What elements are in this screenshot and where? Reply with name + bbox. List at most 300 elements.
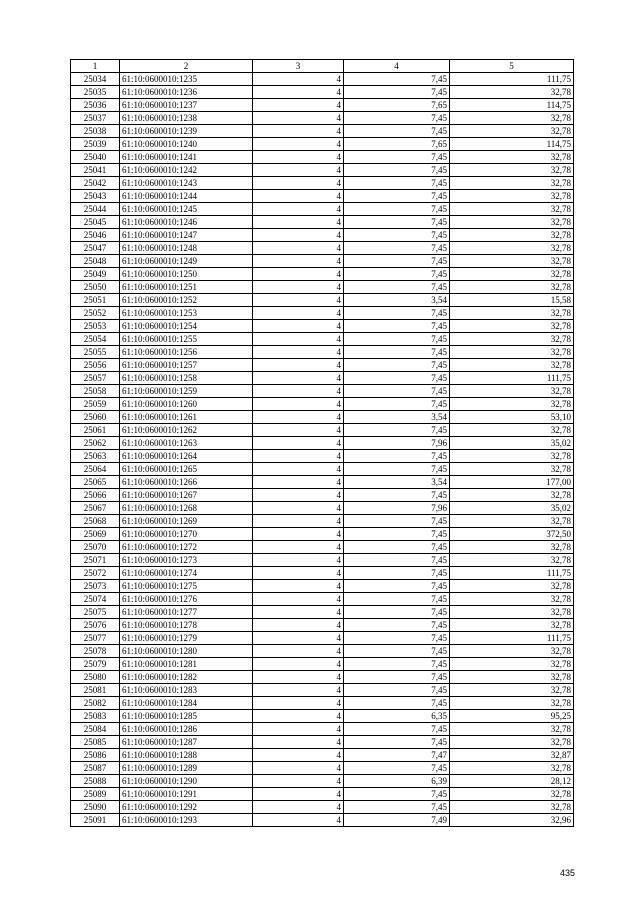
- table-row: [71, 437, 574, 450]
- table-row: [71, 320, 574, 333]
- cell-col-3: 4: [253, 541, 344, 554]
- table-row: [71, 554, 574, 567]
- cell-cadastral-number: 61:10:0600010:1236: [120, 86, 253, 99]
- table-row: [71, 411, 574, 424]
- cell-cadastral-number: 61:10:0600010:1273: [120, 554, 253, 567]
- cell-col-5: 32,78: [450, 580, 574, 593]
- cell-col-4: 7,45: [344, 567, 450, 580]
- cell-cadastral-number: 61:10:0600010:1262: [120, 424, 253, 437]
- cell-cadastral-number: 61:10:0600010:1263: [120, 437, 253, 450]
- table-row: [71, 450, 574, 463]
- cell-col-3: 4: [253, 216, 344, 229]
- table-row: [71, 229, 574, 242]
- cell-col-4: 7,45: [344, 320, 450, 333]
- table-row: [71, 307, 574, 320]
- cell-col-5: 32,78: [450, 359, 574, 372]
- cell-col-3: 4: [253, 320, 344, 333]
- table-row: [71, 541, 574, 554]
- cell-col-4: 7,96: [344, 502, 450, 515]
- cell-col-3: 4: [253, 684, 344, 697]
- cell-cadastral-number: 61:10:0600010:1259: [120, 385, 253, 398]
- cell-row-number: 25048: [71, 255, 120, 268]
- cell-row-number: 25053: [71, 320, 120, 333]
- cell-col-3: 4: [253, 775, 344, 788]
- cell-col-3: 4: [253, 749, 344, 762]
- cell-col-4: 7,45: [344, 658, 450, 671]
- cell-row-number: 25057: [71, 372, 120, 385]
- cell-row-number: 25070: [71, 541, 120, 554]
- cell-col-3: 4: [253, 671, 344, 684]
- cell-row-number: 25062: [71, 437, 120, 450]
- cell-col-4: 7,45: [344, 346, 450, 359]
- cell-col-4: 7,45: [344, 450, 450, 463]
- cell-col-3: 4: [253, 411, 344, 424]
- cell-col-3: 4: [253, 346, 344, 359]
- cell-cadastral-number: 61:10:0600010:1276: [120, 593, 253, 606]
- cell-col-3: 4: [253, 489, 344, 502]
- cell-col-5: 32,78: [450, 619, 574, 632]
- cell-col-5: 32,78: [450, 684, 574, 697]
- cell-col-4: 7,65: [344, 99, 450, 112]
- table-row: [71, 398, 574, 411]
- cell-row-number: 25039: [71, 138, 120, 151]
- cell-row-number: 25050: [71, 281, 120, 294]
- cell-col-3: 4: [253, 463, 344, 476]
- cell-row-number: 25052: [71, 307, 120, 320]
- cell-col-5: 32,78: [450, 463, 574, 476]
- cell-col-5: 32,78: [450, 762, 574, 775]
- cell-col-5: 32,78: [450, 658, 574, 671]
- cell-col-4: 3,54: [344, 294, 450, 307]
- cell-col-4: 7,45: [344, 801, 450, 814]
- table-row: [71, 424, 574, 437]
- cell-cadastral-number: 61:10:0600010:1272: [120, 541, 253, 554]
- table-row: [71, 684, 574, 697]
- cell-col-5: 32,78: [450, 593, 574, 606]
- cell-col-3: 4: [253, 385, 344, 398]
- cell-row-number: 25036: [71, 99, 120, 112]
- cell-row-number: 25037: [71, 112, 120, 125]
- cell-col-5: 32,78: [450, 242, 574, 255]
- cell-col-5: 53,10: [450, 411, 574, 424]
- cell-col-5: 32,78: [450, 515, 574, 528]
- cell-col-4: 7,45: [344, 554, 450, 567]
- cell-col-3: 4: [253, 203, 344, 216]
- cell-col-4: 7,45: [344, 281, 450, 294]
- cell-col-3: 4: [253, 268, 344, 281]
- cell-col-4: 7,45: [344, 73, 450, 86]
- table-row: [71, 164, 574, 177]
- cell-col-3: 4: [253, 281, 344, 294]
- cell-col-3: 4: [253, 801, 344, 814]
- cell-col-4: 7,45: [344, 190, 450, 203]
- table-row: [71, 203, 574, 216]
- cell-col-5: 32,78: [450, 801, 574, 814]
- cell-row-number: 25056: [71, 359, 120, 372]
- cell-col-3: 4: [253, 788, 344, 801]
- cell-cadastral-number: 61:10:0600010:1290: [120, 775, 253, 788]
- page-number: 435: [560, 868, 576, 878]
- cell-row-number: 25079: [71, 658, 120, 671]
- cell-col-3: 4: [253, 294, 344, 307]
- cell-cadastral-number: 61:10:0600010:1287: [120, 736, 253, 749]
- cell-col-4: 3,54: [344, 476, 450, 489]
- cell-col-5: 32,78: [450, 554, 574, 567]
- cell-row-number: 25067: [71, 502, 120, 515]
- cell-row-number: 25051: [71, 294, 120, 307]
- cell-row-number: 25077: [71, 632, 120, 645]
- cell-cadastral-number: 61:10:0600010:1293: [120, 814, 253, 827]
- cell-col-3: 4: [253, 606, 344, 619]
- cell-row-number: 25034: [71, 73, 120, 86]
- table-row: [71, 697, 574, 710]
- cell-col-5: 32,78: [450, 216, 574, 229]
- cell-col-3: 4: [253, 710, 344, 723]
- cell-row-number: 25086: [71, 749, 120, 762]
- table-row: [71, 86, 574, 99]
- cell-cadastral-number: 61:10:0600010:1286: [120, 723, 253, 736]
- table-row: [71, 632, 574, 645]
- cell-cadastral-number: 61:10:0600010:1237: [120, 99, 253, 112]
- cell-col-5: 95,25: [450, 710, 574, 723]
- cell-col-5: 32,78: [450, 736, 574, 749]
- cell-row-number: 25069: [71, 528, 120, 541]
- table-row: [71, 528, 574, 541]
- header-col-3: 3: [253, 60, 344, 73]
- cell-cadastral-number: 61:10:0600010:1252: [120, 294, 253, 307]
- table-row: [71, 463, 574, 476]
- cell-col-3: 4: [253, 437, 344, 450]
- cell-cadastral-number: 61:10:0600010:1240: [120, 138, 253, 151]
- table-row: [71, 658, 574, 671]
- cell-row-number: 25071: [71, 554, 120, 567]
- cell-col-3: 4: [253, 619, 344, 632]
- cell-col-5: 32,78: [450, 229, 574, 242]
- cell-row-number: 25091: [71, 814, 120, 827]
- cell-row-number: 25063: [71, 450, 120, 463]
- cell-cadastral-number: 61:10:0600010:1280: [120, 645, 253, 658]
- cell-col-4: 7,45: [344, 177, 450, 190]
- cell-col-4: 7,45: [344, 385, 450, 398]
- cell-cadastral-number: 61:10:0600010:1250: [120, 268, 253, 281]
- cell-col-5: 32,78: [450, 203, 574, 216]
- cell-row-number: 25080: [71, 671, 120, 684]
- cell-col-5: 111,75: [450, 372, 574, 385]
- table-row: [71, 333, 574, 346]
- table-header: [71, 60, 574, 73]
- cell-col-5: 32,78: [450, 125, 574, 138]
- cell-col-4: 7,45: [344, 723, 450, 736]
- cell-col-5: 32,78: [450, 346, 574, 359]
- cell-row-number: 25074: [71, 593, 120, 606]
- table-row: [71, 372, 574, 385]
- header-col-5: 5: [450, 60, 574, 73]
- table-row: [71, 268, 574, 281]
- table-row: [71, 112, 574, 125]
- cell-col-4: 7,45: [344, 645, 450, 658]
- table-row: [71, 73, 574, 86]
- cell-col-3: 4: [253, 554, 344, 567]
- cell-col-5: 35,02: [450, 502, 574, 515]
- cell-col-3: 4: [253, 697, 344, 710]
- cell-cadastral-number: 61:10:0600010:1265: [120, 463, 253, 476]
- cell-row-number: 25049: [71, 268, 120, 281]
- cell-row-number: 25047: [71, 242, 120, 255]
- cell-col-5: 114,75: [450, 99, 574, 112]
- cell-col-4: 7,45: [344, 86, 450, 99]
- cell-cadastral-number: 61:10:0600010:1251: [120, 281, 253, 294]
- cell-cadastral-number: 61:10:0600010:1269: [120, 515, 253, 528]
- cell-cadastral-number: 61:10:0600010:1283: [120, 684, 253, 697]
- cell-col-5: 32,78: [450, 398, 574, 411]
- cell-col-3: 4: [253, 151, 344, 164]
- table-row: [71, 645, 574, 658]
- table-row: [71, 502, 574, 515]
- table-row: [71, 385, 574, 398]
- cell-row-number: 25038: [71, 125, 120, 138]
- cell-col-5: 32,78: [450, 424, 574, 437]
- cell-col-5: 32,87: [450, 749, 574, 762]
- cell-row-number: 25065: [71, 476, 120, 489]
- cell-cadastral-number: 61:10:0600010:1258: [120, 372, 253, 385]
- cell-cadastral-number: 61:10:0600010:1288: [120, 749, 253, 762]
- cell-col-3: 4: [253, 658, 344, 671]
- cell-col-4: 6,39: [344, 775, 450, 788]
- cell-row-number: 25088: [71, 775, 120, 788]
- cell-cadastral-number: 61:10:0600010:1245: [120, 203, 253, 216]
- table-row: [71, 593, 574, 606]
- cell-row-number: 25082: [71, 697, 120, 710]
- cell-col-4: 7,45: [344, 515, 450, 528]
- cell-cadastral-number: 61:10:0600010:1274: [120, 567, 253, 580]
- table-row: [71, 580, 574, 593]
- cell-col-3: 4: [253, 528, 344, 541]
- cell-cadastral-number: 61:10:0600010:1256: [120, 346, 253, 359]
- cell-col-5: 32,78: [450, 606, 574, 619]
- cell-cadastral-number: 61:10:0600010:1266: [120, 476, 253, 489]
- cell-cadastral-number: 61:10:0600010:1278: [120, 619, 253, 632]
- table-row: [71, 294, 574, 307]
- cell-row-number: 25046: [71, 229, 120, 242]
- cell-row-number: 25054: [71, 333, 120, 346]
- table-row: [71, 151, 574, 164]
- cell-cadastral-number: 61:10:0600010:1291: [120, 788, 253, 801]
- table-row: [71, 190, 574, 203]
- cell-row-number: 25064: [71, 463, 120, 476]
- header-col-2: 2: [120, 60, 253, 73]
- cell-col-5: 32,78: [450, 788, 574, 801]
- cell-row-number: 25078: [71, 645, 120, 658]
- table-row: [71, 567, 574, 580]
- cell-col-4: 7,45: [344, 463, 450, 476]
- cell-row-number: 25090: [71, 801, 120, 814]
- cell-col-5: 32,78: [450, 255, 574, 268]
- table-row: [71, 99, 574, 112]
- cell-col-3: 4: [253, 476, 344, 489]
- header-row: [71, 60, 574, 73]
- cell-row-number: 25068: [71, 515, 120, 528]
- cell-col-3: 4: [253, 359, 344, 372]
- cell-col-5: 32,78: [450, 541, 574, 554]
- cell-col-4: 7,45: [344, 359, 450, 372]
- cell-col-5: 111,75: [450, 73, 574, 86]
- cell-row-number: 25073: [71, 580, 120, 593]
- table-row: [71, 749, 574, 762]
- cell-cadastral-number: 61:10:0600010:1279: [120, 632, 253, 645]
- cell-col-5: 32,78: [450, 385, 574, 398]
- cell-cadastral-number: 61:10:0600010:1261: [120, 411, 253, 424]
- cell-row-number: 25066: [71, 489, 120, 502]
- cell-row-number: 25085: [71, 736, 120, 749]
- cell-cadastral-number: 61:10:0600010:1243: [120, 177, 253, 190]
- table-row: [71, 710, 574, 723]
- data-table: [70, 59, 574, 827]
- cell-row-number: 25055: [71, 346, 120, 359]
- cell-row-number: 25035: [71, 86, 120, 99]
- table-row: [71, 788, 574, 801]
- table-row: [71, 138, 574, 151]
- cell-col-5: 32,78: [450, 697, 574, 710]
- cell-col-5: 32,78: [450, 307, 574, 320]
- cell-row-number: 25042: [71, 177, 120, 190]
- table-row: [71, 281, 574, 294]
- cell-col-3: 4: [253, 99, 344, 112]
- cell-col-3: 4: [253, 372, 344, 385]
- cell-cadastral-number: 61:10:0600010:1241: [120, 151, 253, 164]
- header-col-4: 4: [344, 60, 450, 73]
- cell-col-3: 4: [253, 307, 344, 320]
- cell-col-5: 111,75: [450, 632, 574, 645]
- cell-cadastral-number: 61:10:0600010:1254: [120, 320, 253, 333]
- table-row: [71, 177, 574, 190]
- cell-col-3: 4: [253, 645, 344, 658]
- cell-col-5: 111,75: [450, 567, 574, 580]
- cell-col-4: 7,45: [344, 307, 450, 320]
- cell-row-number: 25041: [71, 164, 120, 177]
- header-col-1: 1: [71, 60, 120, 73]
- cell-col-3: 4: [253, 450, 344, 463]
- cell-cadastral-number: 61:10:0600010:1244: [120, 190, 253, 203]
- cell-cadastral-number: 61:10:0600010:1257: [120, 359, 253, 372]
- cell-col-3: 4: [253, 164, 344, 177]
- table-row: [71, 671, 574, 684]
- table-row: [71, 346, 574, 359]
- cell-cadastral-number: 61:10:0600010:1239: [120, 125, 253, 138]
- cell-col-5: 32,78: [450, 112, 574, 125]
- cell-col-4: 7,45: [344, 164, 450, 177]
- cell-col-4: 7,45: [344, 619, 450, 632]
- cell-col-5: 177,00: [450, 476, 574, 489]
- cell-col-4: 7,45: [344, 372, 450, 385]
- table-row: [71, 814, 574, 827]
- cell-col-5: 32,78: [450, 333, 574, 346]
- cell-col-4: 7,45: [344, 788, 450, 801]
- cell-cadastral-number: 61:10:0600010:1284: [120, 697, 253, 710]
- cell-col-3: 4: [253, 814, 344, 827]
- cell-col-3: 4: [253, 632, 344, 645]
- cell-col-3: 4: [253, 138, 344, 151]
- table-row: [71, 125, 574, 138]
- cell-row-number: 25075: [71, 606, 120, 619]
- cell-cadastral-number: 61:10:0600010:1277: [120, 606, 253, 619]
- cell-col-4: 7,45: [344, 216, 450, 229]
- cell-col-3: 4: [253, 112, 344, 125]
- cell-row-number: 25043: [71, 190, 120, 203]
- table-row: [71, 762, 574, 775]
- cell-col-5: 32,78: [450, 489, 574, 502]
- cell-cadastral-number: 61:10:0600010:1248: [120, 242, 253, 255]
- cell-row-number: 25045: [71, 216, 120, 229]
- cell-col-4: 7,45: [344, 580, 450, 593]
- cell-col-4: 7,96: [344, 437, 450, 450]
- cell-col-4: 6,35: [344, 710, 450, 723]
- cell-col-5: 32,78: [450, 281, 574, 294]
- table-row: [71, 242, 574, 255]
- table-body: [71, 73, 574, 827]
- cell-col-5: 35,02: [450, 437, 574, 450]
- cell-col-4: 7,49: [344, 814, 450, 827]
- cell-col-3: 4: [253, 242, 344, 255]
- cell-col-5: 32,78: [450, 268, 574, 281]
- cell-cadastral-number: 61:10:0600010:1267: [120, 489, 253, 502]
- cell-col-4: 7,45: [344, 268, 450, 281]
- cell-col-4: 7,45: [344, 125, 450, 138]
- table-row: [71, 476, 574, 489]
- table-row: [71, 619, 574, 632]
- cell-col-4: 7,45: [344, 203, 450, 216]
- cell-col-4: 7,45: [344, 255, 450, 268]
- cell-col-3: 4: [253, 125, 344, 138]
- cell-row-number: 25060: [71, 411, 120, 424]
- cell-cadastral-number: 61:10:0600010:1275: [120, 580, 253, 593]
- cell-col-3: 4: [253, 424, 344, 437]
- cell-cadastral-number: 61:10:0600010:1255: [120, 333, 253, 346]
- table-row: [71, 489, 574, 502]
- cell-row-number: 25072: [71, 567, 120, 580]
- cell-col-5: 32,78: [450, 671, 574, 684]
- cell-row-number: 25081: [71, 684, 120, 697]
- cell-col-3: 4: [253, 177, 344, 190]
- cell-col-4: 7,45: [344, 684, 450, 697]
- cell-col-3: 4: [253, 333, 344, 346]
- cell-cadastral-number: 61:10:0600010:1281: [120, 658, 253, 671]
- cell-col-3: 4: [253, 593, 344, 606]
- cell-col-3: 4: [253, 567, 344, 580]
- cell-row-number: 25089: [71, 788, 120, 801]
- cell-col-3: 4: [253, 398, 344, 411]
- cell-row-number: 25083: [71, 710, 120, 723]
- cell-cadastral-number: 61:10:0600010:1246: [120, 216, 253, 229]
- cell-col-4: 7,45: [344, 424, 450, 437]
- cell-col-5: 32,78: [450, 645, 574, 658]
- cell-row-number: 25084: [71, 723, 120, 736]
- cell-row-number: 25059: [71, 398, 120, 411]
- cell-row-number: 25087: [71, 762, 120, 775]
- cell-cadastral-number: 61:10:0600010:1249: [120, 255, 253, 268]
- cell-col-5: 32,78: [450, 164, 574, 177]
- cell-col-5: 372,50: [450, 528, 574, 541]
- cell-cadastral-number: 61:10:0600010:1270: [120, 528, 253, 541]
- cell-col-4: 7,45: [344, 671, 450, 684]
- table-row: [71, 736, 574, 749]
- cell-col-4: 7,47: [344, 749, 450, 762]
- cell-col-5: 32,78: [450, 86, 574, 99]
- cell-col-5: 32,78: [450, 177, 574, 190]
- cell-col-4: 7,45: [344, 398, 450, 411]
- cell-row-number: 25058: [71, 385, 120, 398]
- cell-col-3: 4: [253, 762, 344, 775]
- cell-cadastral-number: 61:10:0600010:1268: [120, 502, 253, 515]
